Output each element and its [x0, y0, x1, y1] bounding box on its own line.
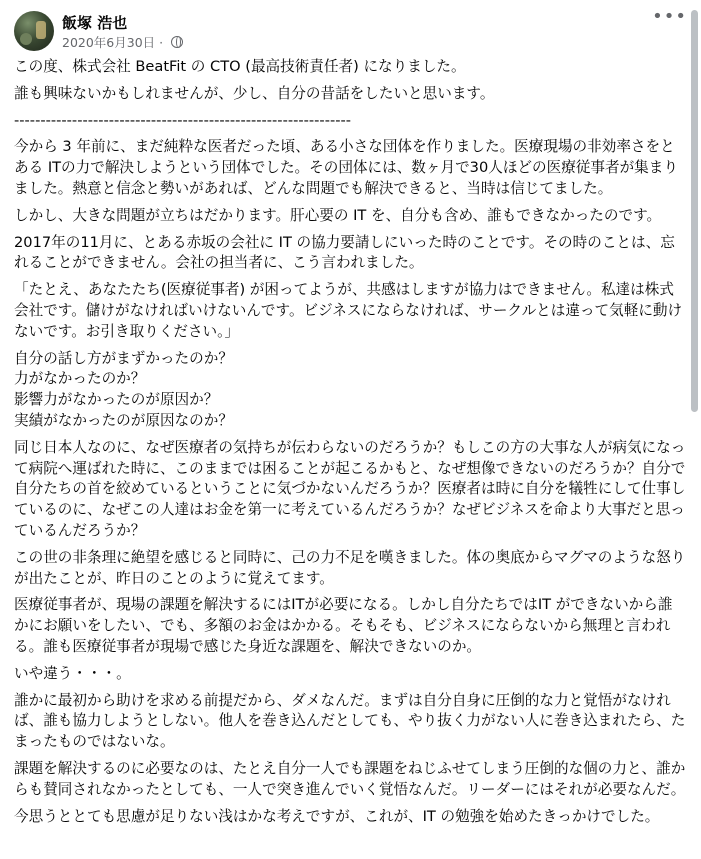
- post-body: [14, 57, 686, 833]
- post-paragraph: この度、株式会社 BeatFit の CTO (最高技術責任者) になりました。: [14, 58, 466, 75]
- post-paragraph: いや違う・・・。: [14, 664, 131, 682]
- scrollbar-thumb[interactable]: [691, 10, 698, 412]
- post-header: [14, 8, 694, 52]
- post-paragraph: 課題を解決するのに必要なのは、たとえ自分一人でも課題をねじふせてしまう圧倒的な個の力と、誰からも賛同されなかったとしても、一人で突き進んでいく覚悟なんだ。リーダーにはそれが必要なんだ。: [14, 759, 686, 798]
- separator-line: ----------------------------------------------------------------: [14, 111, 352, 129]
- meta-separator: ·: [159, 35, 164, 50]
- post-paragraph: 2017年の11月に、とある赤坂の会社に IT の協力要請しにいった時のことです。その時のことは、忘れることができません。会社の担当者に、こう言われました。: [14, 233, 675, 272]
- more-icon[interactable]: •••: [652, 6, 687, 27]
- avatar-photo-highlight: [36, 21, 46, 39]
- post-paragraph: 今から 3 年前に、まだ純粋な医者だった頃、ある小さな団体を作りました。医療現場の非効率さをとある ITの力で解決しようという団体でした。その団体には、数ヶ月で30人ほどの医療従事者が集まりました。熱意と信念と勢いがあれば、どんな問題でも解決できると、当時は信じてました。: [14, 138, 678, 197]
- post-paragraph: この世の非条理に絶望を感じると同時に、己の力不足を嘆きました。体の奥底からマグマのような怒りが出たことが、昨日のことのように覚えてます。: [14, 548, 686, 587]
- post-paragraph: 自分の話し方がまずかったのか？ 力がなかったのか？ 影響力がなかったのが原因か？ 実績がなかったのが原因なのか？: [14, 349, 233, 429]
- avatar[interactable]: [14, 11, 54, 51]
- post-paragraph: しかし、大きな問題が立ちはだかります。肝心要の IT を、自分も含め、誰もできなかったのです。: [14, 206, 662, 224]
- post-paragraph: 誰かに最初から助けを求める前提だから、ダメなんだ。まずは自分自身に圧倒的な力と覚悟がなければ、誰も協力しようとしない。他人を巻き込んだとしても、やり抜く力がない人に巻き込まれたら、たまったものではないな。: [14, 691, 686, 751]
- post-date[interactable]: 2020年6月30日: [62, 35, 156, 50]
- post-meta: [62, 33, 183, 51]
- post-paragraph: 今思うととても思慮が足りない浅はかな考えですが、これが、IT の勉強を始めたきっかけでした。: [14, 807, 660, 825]
- post-paragraph: 医療従事者が、現場の課題を解決するにはITが必要になる。しかし自分たちではIT ができないから誰かにお願いをしたい、でも、多額のお金はかかる。そもそも、ビジネスにならないから無理と言われる。誰も医療従事者が現場で感じた身近な課題を、解決できないのか。: [14, 596, 673, 655]
- post-paragraph: 誰も興味ないかもしれませんが、少し、自分の昔話をしたいと思います。: [14, 84, 495, 102]
- avatar-photo-shape: [20, 33, 32, 45]
- globe-icon[interactable]: [171, 36, 183, 48]
- post-paragraph: 同じ日本人なのに、なぜ医療者の気持ちが伝わらないのだろうか？もしこの方の大事な人が病気になって病院へ運ばれた時に、このままでは困ることが起こるかもと、なぜ想像できないのだろうか？自分で自分たちの首を絞めているということに気づかないんだろうか？医療者は時に自分を犠牲にして仕事しているのに、なぜこの人達はお金を第一に考えているんだろうか？なぜビジネスを命より大事だと思っているんだろうか？: [14, 438, 686, 539]
- author-name[interactable]: 飯塚 浩也: [62, 14, 128, 32]
- post-paragraph: 「たとえ、あなたたち(医療従事者) が困ってようが、共感はしますが協力はできません。私達は株式会社です。儲けがなければいけないんです。ビジネスにならなければ、サークルとは違って気軽に動けないです。お引き取りください。」: [14, 281, 683, 340]
